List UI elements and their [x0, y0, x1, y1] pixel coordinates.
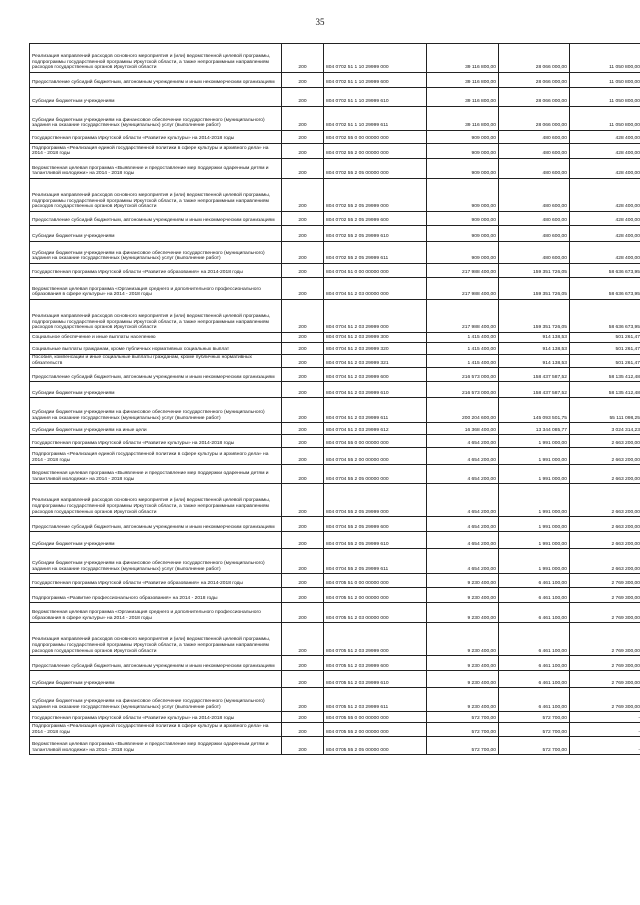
table-row — [30, 532, 640, 549]
table-row — [30, 73, 640, 88]
row-code: 804 0704 51 0 00 00000 000 — [324, 264, 427, 278]
row-amount-executed: 159 351 726,05 — [499, 300, 570, 333]
row-code: 804 0705 51 2 00 00000 000 — [324, 588, 427, 603]
row-amount-plan: 216 573 000,00 — [427, 382, 499, 398]
table-row — [30, 44, 640, 73]
row-amount-plan: 9 230 400,00 — [427, 574, 499, 588]
row-kvr: 200 — [282, 549, 324, 574]
table-row — [30, 671, 640, 688]
row-amount-remaining: 428 400,00 — [570, 212, 640, 226]
row-name: Субсидии бюджетным учреждениям — [30, 671, 282, 688]
row-code: 804 0702 55 2 05 29999 611 — [324, 242, 427, 264]
row-code: 804 0702 55 2 05 29999 610 — [324, 226, 427, 242]
row-amount-executed: 6 461 100,00 — [499, 656, 570, 671]
row-code: 804 0705 55 0 00 00000 000 — [324, 712, 427, 723]
row-amount-plan: 216 573 000,00 — [427, 368, 499, 382]
row-kvr: 200 — [282, 144, 324, 159]
row-amount-plan: 1 415 400,00 — [427, 343, 499, 355]
row-amount-plan: 909 000,00 — [427, 179, 499, 212]
row-amount-remaining: 2 769 300,00 — [570, 671, 640, 688]
table-row — [30, 382, 640, 398]
row-name: Субсидии бюджетным учреждениям — [30, 226, 282, 242]
row-kvr: 200 — [282, 465, 324, 484]
row-kvr: 200 — [282, 723, 324, 737]
row-amount-plan: 217 988 400,00 — [427, 264, 499, 278]
row-amount-remaining: 11 050 800,00 — [570, 107, 640, 131]
row-kvr: 200 — [282, 212, 324, 226]
row-name: Подпрограмма «Развитие профессионального образования» на 2014 - 2018 годы — [30, 588, 282, 603]
row-amount-remaining: 2 663 200,00 — [570, 435, 640, 448]
row-amount-remaining: 2 769 300,00 — [570, 603, 640, 623]
table-row — [30, 435, 640, 448]
row-kvr: 200 — [282, 423, 324, 435]
row-name: Субсидии бюджетным учреждениям на финансовое обеспечение государственного (муниципального) задания на оказание государственных (муниципальных) услуг (выполнение работ) — [30, 242, 282, 264]
budget-table-body — [30, 44, 640, 755]
row-name: Субсидии бюджетным учреждениям на финансовое обеспечение государственного (муниципального) задания на оказание государственных (муниципальных) услуг (выполнение работ) — [30, 107, 282, 131]
table-row — [30, 159, 640, 179]
row-amount-remaining: 428 400,00 — [570, 226, 640, 242]
row-amount-executed: 480 600,00 — [499, 159, 570, 179]
row-name: Субсидии бюджетным учреждениям — [30, 88, 282, 107]
row-code: 804 0704 55 0 00 00000 000 — [324, 435, 427, 448]
table-row — [30, 278, 640, 300]
row-amount-plan: 4 654 200,00 — [427, 435, 499, 448]
row-amount-plan: 9 230 400,00 — [427, 671, 499, 688]
row-amount-plan: 217 988 400,00 — [427, 278, 499, 300]
row-name: Социальное обеспечение и иные выплаты населению — [30, 333, 282, 343]
row-name: Предоставление субсидий бюджетным, автономным учреждениям и иным некоммерческим организациям — [30, 212, 282, 226]
row-amount-plan: 9 230 400,00 — [427, 656, 499, 671]
budget-table — [29, 43, 640, 755]
row-kvr: 200 — [282, 242, 324, 264]
row-name: Реализация направлений расходов основного мероприятия и (или) ведомственной целевой программы, подпрограммы государственной программы Иркутской области, а также непрограммным направлениям расходов государственных органов Иркутской области — [30, 179, 282, 212]
row-kvr: 200 — [282, 343, 324, 355]
table-row — [30, 398, 640, 423]
row-amount-plan: 9 230 400,00 — [427, 588, 499, 603]
row-code: 804 0705 51 0 00 00000 000 — [324, 574, 427, 588]
row-code: 804 0705 51 2 03 29999 600 — [324, 656, 427, 671]
row-code: 804 0702 51 1 10 29999 000 — [324, 44, 427, 73]
row-kvr: 200 — [282, 73, 324, 88]
row-name: Ведомственная целевая программа «Выявление и предоставление мер поддержки одаренным детям и талантливой молодежи» на 2014 - 2018 годы — [30, 737, 282, 755]
table-row — [30, 144, 640, 159]
row-code: 804 0705 51 2 03 29999 610 — [324, 671, 427, 688]
row-amount-plan: 909 000,00 — [427, 242, 499, 264]
row-kvr: 200 — [282, 588, 324, 603]
row-amount-executed: 6 461 100,00 — [499, 688, 570, 712]
row-amount-plan: 4 654 200,00 — [427, 465, 499, 484]
row-kvr: 200 — [282, 131, 324, 144]
row-amount-executed: 572 700,00 — [499, 712, 570, 723]
table-row — [30, 448, 640, 465]
row-code: 804 0704 55 2 05 29999 611 — [324, 549, 427, 574]
row-amount-executed: 1 991 000,00 — [499, 517, 570, 532]
table-row — [30, 355, 640, 368]
row-kvr: 200 — [282, 484, 324, 517]
row-amount-plan: 200 204 600,00 — [427, 398, 499, 423]
row-amount-plan: 4 654 200,00 — [427, 484, 499, 517]
row-kvr: 200 — [282, 226, 324, 242]
row-amount-remaining: 11 050 800,00 — [570, 44, 640, 73]
table-row — [30, 688, 640, 712]
row-name: Подпрограмма «Реализация единой государственной политики в сфере культуры и архивного дела» на 2014 - 2018 годы — [30, 723, 282, 737]
row-amount-executed: 572 700,00 — [499, 737, 570, 755]
row-amount-remaining: 2 663 200,00 — [570, 532, 640, 549]
row-amount-remaining: 11 050 800,00 — [570, 73, 640, 88]
row-amount-remaining: 2 769 300,00 — [570, 588, 640, 603]
row-amount-plan: 39 116 800,00 — [427, 44, 499, 73]
row-amount-remaining: 501 261,47 — [570, 355, 640, 368]
row-amount-executed: 480 600,00 — [499, 179, 570, 212]
table-row — [30, 549, 640, 574]
row-amount-remaining: 58 135 412,48 — [570, 368, 640, 382]
table-row — [30, 131, 640, 144]
row-code: 804 0704 55 2 05 00000 000 — [324, 465, 427, 484]
row-name: Ведомственная целевая программа «Выявление и предоставление мер поддержки одаренным детям и талантливой молодежи» на 2014 - 2018 годы — [30, 465, 282, 484]
row-kvr: 200 — [282, 712, 324, 723]
row-name: Государственная программа Иркутской области «Развитие культуры» на 2014-2018 годы — [30, 435, 282, 448]
row-amount-plan: 9 230 400,00 — [427, 603, 499, 623]
row-kvr: 200 — [282, 300, 324, 333]
row-kvr: 200 — [282, 368, 324, 382]
table-row — [30, 368, 640, 382]
row-amount-executed: 28 066 000,00 — [499, 73, 570, 88]
table-row — [30, 343, 640, 355]
row-amount-plan: 909 000,00 — [427, 212, 499, 226]
row-amount-remaining: - — [570, 723, 640, 737]
row-amount-executed: 914 138,53 — [499, 343, 570, 355]
row-amount-executed: 914 138,53 — [499, 355, 570, 368]
row-amount-executed: 158 437 587,52 — [499, 382, 570, 398]
row-kvr: 200 — [282, 44, 324, 73]
table-row — [30, 465, 640, 484]
row-amount-plan: 572 700,00 — [427, 712, 499, 723]
row-name: Реализация направлений расходов основного мероприятия и (или) ведомственной целевой программы, подпрограммы государственной программы Иркутской области, а также непрограммным направлениям расходов государственных органов Иркутской области — [30, 44, 282, 73]
table-row — [30, 242, 640, 264]
row-code: 804 0704 51 2 03 29999 610 — [324, 382, 427, 398]
row-kvr: 200 — [282, 671, 324, 688]
row-kvr: 200 — [282, 107, 324, 131]
row-amount-executed: 1 991 000,00 — [499, 448, 570, 465]
row-kvr: 200 — [282, 623, 324, 656]
row-amount-remaining: 58 636 673,95 — [570, 278, 640, 300]
row-kvr: 200 — [282, 435, 324, 448]
row-name: Предоставление субсидий бюджетным, автономным учреждениям и иным некоммерческим организациям — [30, 517, 282, 532]
row-code: 804 0705 51 2 03 29999 611 — [324, 688, 427, 712]
table-row — [30, 712, 640, 723]
row-amount-remaining: 58 636 673,95 — [570, 300, 640, 333]
row-amount-executed: 572 700,00 — [499, 723, 570, 737]
row-amount-executed: 145 093 501,75 — [499, 398, 570, 423]
table-row — [30, 656, 640, 671]
table-row — [30, 423, 640, 435]
row-kvr: 200 — [282, 737, 324, 755]
row-amount-executed: 480 600,00 — [499, 144, 570, 159]
row-amount-plan: 16 368 400,00 — [427, 423, 499, 435]
row-amount-executed: 1 991 000,00 — [499, 465, 570, 484]
row-amount-remaining: 2 663 200,00 — [570, 517, 640, 532]
row-amount-plan: 39 116 800,00 — [427, 107, 499, 131]
row-kvr: 200 — [282, 179, 324, 212]
row-amount-plan: 4 654 200,00 — [427, 549, 499, 574]
table-row — [30, 88, 640, 107]
row-name: Реализация направлений расходов основного мероприятия и (или) ведомственной целевой программы, подпрограммы государственной программы Иркутской области, а также непрограммным направлениям расходов государственных органов Иркутской области — [30, 300, 282, 333]
row-amount-plan: 1 415 400,00 — [427, 355, 499, 368]
table-row — [30, 737, 640, 755]
row-amount-executed: 1 991 000,00 — [499, 484, 570, 517]
row-name: Пособия, компенсации и иные социальные выплаты гражданам, кроме публичных нормативных обязательств — [30, 355, 282, 368]
row-amount-plan: 39 116 800,00 — [427, 73, 499, 88]
row-amount-remaining: 2 769 300,00 — [570, 656, 640, 671]
row-amount-remaining: 58 135 412,48 — [570, 382, 640, 398]
row-amount-remaining: 428 400,00 — [570, 159, 640, 179]
row-amount-executed: 158 437 587,52 — [499, 368, 570, 382]
row-kvr: 200 — [282, 517, 324, 532]
row-name: Субсидии бюджетным учреждениям на финансовое обеспечение государственного (муниципального) задания на оказание государственных (муниципальных) услуг (выполнение работ) — [30, 398, 282, 423]
row-name: Государственная программа Иркутской области «Развитие образования» на 2014-2018 годы — [30, 264, 282, 278]
row-amount-remaining: - — [570, 712, 640, 723]
row-code: 804 0702 55 2 05 00000 000 — [324, 159, 427, 179]
row-amount-remaining: 2 769 300,00 — [570, 574, 640, 588]
row-name: Предоставление субсидий бюджетным, автономным учреждениям и иным некоммерческим организациям — [30, 656, 282, 671]
table-row — [30, 623, 640, 656]
row-amount-remaining: 428 400,00 — [570, 144, 640, 159]
row-code: 804 0704 51 2 03 29999 300 — [324, 333, 427, 343]
row-amount-executed: 28 066 000,00 — [499, 107, 570, 131]
row-amount-remaining: - — [570, 737, 640, 755]
row-amount-plan: 572 700,00 — [427, 737, 499, 755]
row-amount-remaining: 428 400,00 — [570, 179, 640, 212]
row-amount-plan: 1 415 400,00 — [427, 333, 499, 343]
row-amount-remaining: 58 636 673,95 — [570, 264, 640, 278]
row-code: 804 0702 51 1 10 29999 600 — [324, 73, 427, 88]
row-amount-executed: 1 991 000,00 — [499, 435, 570, 448]
row-amount-plan: 4 654 200,00 — [427, 448, 499, 465]
row-kvr: 200 — [282, 574, 324, 588]
row-amount-remaining: 2 663 200,00 — [570, 465, 640, 484]
row-amount-executed: 480 600,00 — [499, 131, 570, 144]
row-name: Государственная программа Иркутской области «Развитие образования» на 2014-2018 годы — [30, 574, 282, 588]
row-amount-plan: 909 000,00 — [427, 144, 499, 159]
row-amount-remaining: 2 769 300,00 — [570, 623, 640, 656]
row-kvr: 200 — [282, 382, 324, 398]
row-code: 804 0704 55 2 05 29999 000 — [324, 484, 427, 517]
row-code: 804 0705 55 2 05 00000 000 — [324, 737, 427, 755]
row-amount-executed: 480 600,00 — [499, 242, 570, 264]
row-code: 804 0702 51 1 10 29999 610 — [324, 88, 427, 107]
row-name: Подпрограмма «Реализация единой государственной политики в сфере культуры и архивного дела» на 2014 - 2018 годы — [30, 448, 282, 465]
row-amount-executed: 480 600,00 — [499, 226, 570, 242]
row-amount-plan: 4 654 200,00 — [427, 517, 499, 532]
row-amount-remaining: 55 111 098,25 — [570, 398, 640, 423]
row-amount-executed: 28 066 000,00 — [499, 44, 570, 73]
row-amount-remaining: 11 050 800,00 — [570, 88, 640, 107]
row-code: 804 0702 55 0 00 00000 000 — [324, 131, 427, 144]
row-kvr: 200 — [282, 355, 324, 368]
row-amount-plan: 4 654 200,00 — [427, 532, 499, 549]
row-name: Предоставление субсидий бюджетным, автономным учреждениям и иным некоммерческим организациям — [30, 73, 282, 88]
row-name: Ведомственная целевая программа «Организация среднего и дополнительного профессионального образования в сфере культуры» на 2014 - 2018 годы — [30, 603, 282, 623]
row-amount-executed: 1 991 000,00 — [499, 549, 570, 574]
row-amount-plan: 9 230 400,00 — [427, 688, 499, 712]
row-amount-plan: 909 000,00 — [427, 159, 499, 179]
row-code: 804 0704 55 2 00 00000 000 — [324, 448, 427, 465]
row-code: 804 0702 55 2 00 00000 000 — [324, 144, 427, 159]
row-code: 804 0705 51 2 03 29999 000 — [324, 623, 427, 656]
row-name: Субсидии бюджетным учреждениям — [30, 382, 282, 398]
row-amount-plan: 909 000,00 — [427, 226, 499, 242]
row-code: 804 0704 51 2 03 29999 612 — [324, 423, 427, 435]
table-row — [30, 603, 640, 623]
row-amount-remaining: 2 663 200,00 — [570, 448, 640, 465]
table-row — [30, 264, 640, 278]
row-amount-plan: 909 000,00 — [427, 131, 499, 144]
table-row — [30, 517, 640, 532]
row-code: 804 0705 51 2 03 00000 000 — [324, 603, 427, 623]
row-name: Ведомственная целевая программа «Организация среднего и дополнительного профессионального образования в сфере культуры» на 2014 - 2018 годы — [30, 278, 282, 300]
row-amount-remaining: 2 769 300,00 — [570, 688, 640, 712]
table-row — [30, 484, 640, 517]
row-amount-plan: 39 116 800,00 — [427, 88, 499, 107]
row-kvr: 200 — [282, 448, 324, 465]
row-name: Подпрограмма «Реализация единой государственной политики в сфере культуры и архивного дела» на 2014 - 2018 годы — [30, 144, 282, 159]
row-amount-executed: 480 600,00 — [499, 212, 570, 226]
row-code: 804 0702 55 2 05 29999 600 — [324, 212, 427, 226]
row-code: 804 0704 55 2 05 29999 610 — [324, 532, 427, 549]
page-number: 35 — [315, 17, 325, 27]
table-row — [30, 179, 640, 212]
row-amount-executed: 13 344 085,77 — [499, 423, 570, 435]
row-code: 804 0704 51 2 03 29999 321 — [324, 355, 427, 368]
row-name: Субсидии бюджетным учреждениям — [30, 532, 282, 549]
row-code: 804 0704 51 2 03 29999 000 — [324, 300, 427, 333]
table-row — [30, 723, 640, 737]
row-code: 804 0704 51 2 03 00000 000 — [324, 278, 427, 300]
row-amount-executed: 159 351 726,05 — [499, 264, 570, 278]
table-row — [30, 107, 640, 131]
row-amount-plan: 217 988 400,00 — [427, 300, 499, 333]
row-name: Субсидии бюджетным учреждениям на финансовое обеспечение государственного (муниципального) задания на оказание государственных (муниципальных) услуг (выполнение работ) — [30, 688, 282, 712]
row-code: 804 0704 51 2 03 29999 600 — [324, 368, 427, 382]
row-amount-remaining: 3 024 314,23 — [570, 423, 640, 435]
row-code: 804 0702 51 1 10 29999 611 — [324, 107, 427, 131]
table-row — [30, 300, 640, 333]
row-kvr: 200 — [282, 333, 324, 343]
row-amount-remaining: 501 261,47 — [570, 343, 640, 355]
row-kvr: 200 — [282, 656, 324, 671]
table-row — [30, 212, 640, 226]
row-amount-plan: 9 230 400,00 — [427, 623, 499, 656]
row-name: Субсидии бюджетным учреждениям на финансовое обеспечение государственного (муниципального) задания на оказание государственных (муниципальных) услуг (выполнение работ) — [30, 549, 282, 574]
row-amount-remaining: 428 400,00 — [570, 242, 640, 264]
row-amount-plan: 572 700,00 — [427, 723, 499, 737]
row-kvr: 200 — [282, 603, 324, 623]
row-name: Субсидии бюджетным учреждениям на иные цели — [30, 423, 282, 435]
row-kvr: 200 — [282, 88, 324, 107]
row-name: Социальные выплаты гражданам, кроме публичных нормативных социальных выплат — [30, 343, 282, 355]
row-amount-executed: 914 138,53 — [499, 333, 570, 343]
row-amount-executed: 6 461 100,00 — [499, 671, 570, 688]
row-amount-remaining: 428 400,00 — [570, 131, 640, 144]
row-code: 804 0704 51 2 03 29999 320 — [324, 343, 427, 355]
row-kvr: 200 — [282, 278, 324, 300]
table-row — [30, 574, 640, 588]
table-row — [30, 226, 640, 242]
table-row — [30, 333, 640, 343]
row-amount-executed: 1 991 000,00 — [499, 532, 570, 549]
row-amount-remaining: 2 663 200,00 — [570, 484, 640, 517]
row-kvr: 200 — [282, 688, 324, 712]
row-kvr: 200 — [282, 159, 324, 179]
row-kvr: 200 — [282, 264, 324, 278]
row-code: 804 0704 55 2 05 29999 600 — [324, 517, 427, 532]
row-name: Государственная программа Иркутской области «Развитие культуры» на 2014-2018 годы — [30, 131, 282, 144]
row-name: Государственная программа Иркутской области «Развитие культуры» на 2014-2018 годы — [30, 712, 282, 723]
row-name: Предоставление субсидий бюджетным, автономным учреждениям и иным некоммерческим организациям — [30, 368, 282, 382]
row-amount-executed: 159 351 726,05 — [499, 278, 570, 300]
row-amount-executed: 6 461 100,00 — [499, 603, 570, 623]
row-amount-executed: 6 461 100,00 — [499, 588, 570, 603]
row-amount-executed: 6 461 100,00 — [499, 574, 570, 588]
row-kvr: 200 — [282, 532, 324, 549]
row-name: Ведомственная целевая программа «Выявление и предоставление мер поддержки одаренным детям и талантливой молодежи» на 2014 - 2018 годы — [30, 159, 282, 179]
row-amount-executed: 28 066 000,00 — [499, 88, 570, 107]
row-amount-executed: 6 461 100,00 — [499, 623, 570, 656]
row-amount-remaining: 501 261,47 — [570, 333, 640, 343]
row-amount-remaining: 2 663 200,00 — [570, 549, 640, 574]
row-code: 804 0702 55 2 05 29999 000 — [324, 179, 427, 212]
row-name: Реализация направлений расходов основного мероприятия и (или) ведомственной целевой программы, подпрограммы государственной программы Иркутской области, а также непрограммным направлениям расходов государственных органов Иркутской области — [30, 623, 282, 656]
row-name: Реализация направлений расходов основного мероприятия и (или) ведомственной целевой программы, подпрограммы государственной программы Иркутской области, а также непрограммным направлениям расходов государственных органов Иркутской области — [30, 484, 282, 517]
row-code: 804 0704 51 2 03 29999 611 — [324, 398, 427, 423]
row-kvr: 200 — [282, 398, 324, 423]
table-row — [30, 588, 640, 603]
row-code: 804 0705 55 2 00 00000 000 — [324, 723, 427, 737]
